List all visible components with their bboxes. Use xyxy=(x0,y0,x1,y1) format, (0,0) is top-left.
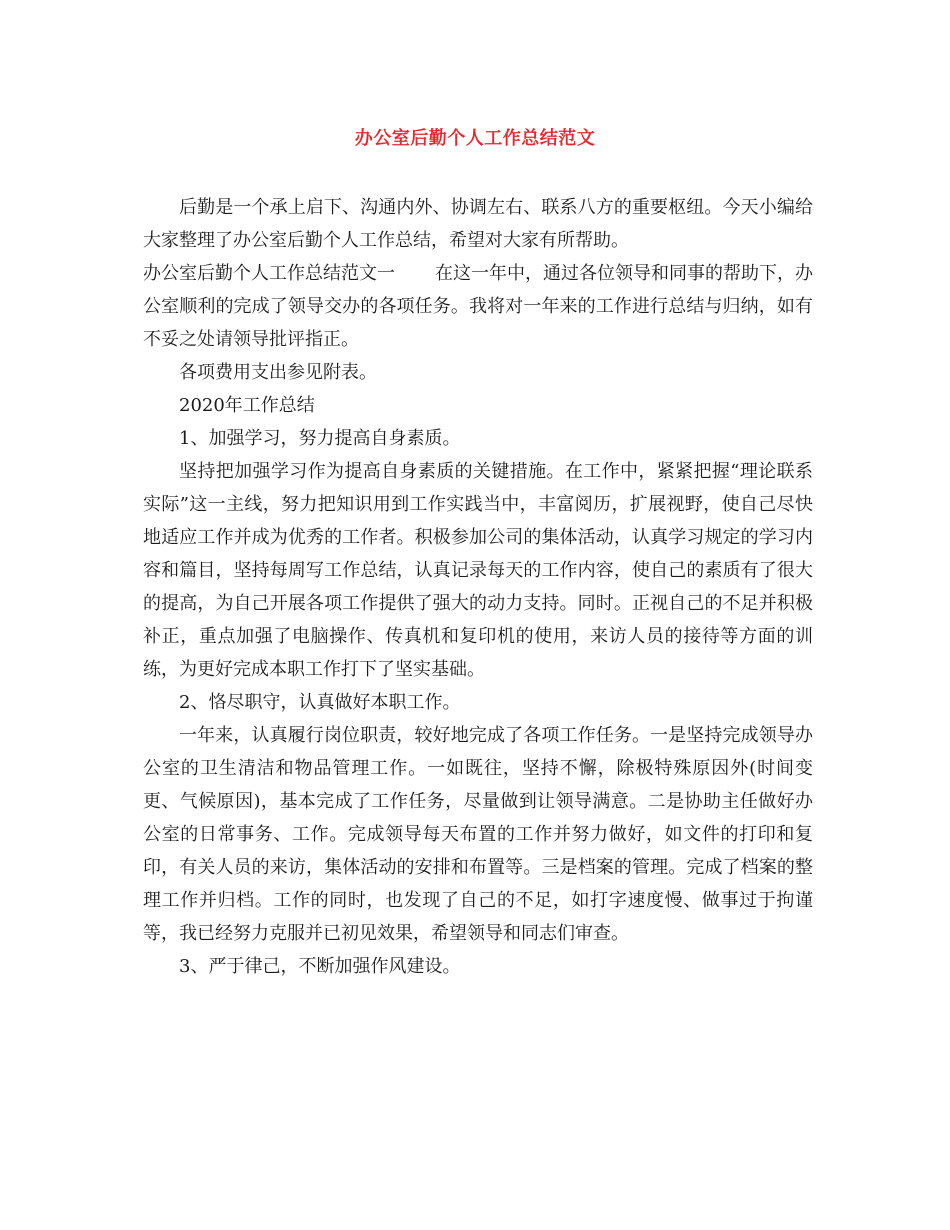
section-1-heading: 1、加强学习，努力提高自身素质。 xyxy=(179,428,461,449)
section-2-heading: 2、恪尽职守，认真做好本职工作。 xyxy=(179,692,461,713)
section-2-body: 一年来，认真履行岗位职责，较好地完成了各项工作任务。一是坚持完成领导办公室的卫生清洁和物品管理工作。一如既往，坚持不懈，除极特殊原因外(时间变更、气候原因)，基本完成了工作任务，尽量做到让领导满意。二是协助主任做好办公室的日常事务、工作。完成领导每天布置的工作并努力做好，如文件的打印和复印，有关人员的来访，集体活动的安排和布置等。三是档案的管理。完成了档案的整理工作并归档。工作的同时，也发现了自己的不足，如打字速度慢、做事过于拘谨等，我已经努力克服并已初见效果，希望领导和同志们审查。 xyxy=(143,725,813,944)
year-heading: 2020年工作总结 xyxy=(179,395,315,416)
section-3-heading: 3、严于律己，不断加强作风建设。 xyxy=(179,956,461,977)
document-title: 办公室后勤个人工作总结范文 xyxy=(354,128,596,149)
article-subtitle: 办公室后勤个人工作总结范文一 xyxy=(143,263,395,284)
expense-note: 各项费用支出参见附表。 xyxy=(179,362,377,383)
opening-text: 在这一年中，通过各位领导和同事的帮助下，办公室顺利的完成了领导交办的各项任务。我将对一年来的工作进行总结与归纳，如有不妥之处请领导批评指正。 xyxy=(143,263,813,350)
subtitle-paragraph xyxy=(143,257,813,356)
section-1-body: 坚持把加强学习作为提高自身素质的关键措施。在工作中，紧紧把握“理论联系实际”这一主线，努力把知识用到工作实践当中，丰富阅历，扩展视野，使自己尽快地适应工作并成为优秀的工作者。积极参加公司的集体活动，认真学习规定的学习内容和篇目，坚持每周写工作总结，认真记录每天的工作内容，使自己的素质有了很大的提高，为自己开展各项工作提供了强大的动力支持。同时。正视自己的不足并积极补正，重点加强了电脑操作、传真机和复印机的使用，来访人员的接待等方面的训练，为更好完成本职工作打下了坚实基础。 xyxy=(143,461,813,680)
document-body xyxy=(143,191,813,983)
intro-paragraph: 后勤是一个承上启下、沟通内外、协调左右、联系八方的重要枢纽。今天小编给大家整理了办公室后勤个人工作总结，希望对大家有所帮助。 xyxy=(143,197,813,251)
